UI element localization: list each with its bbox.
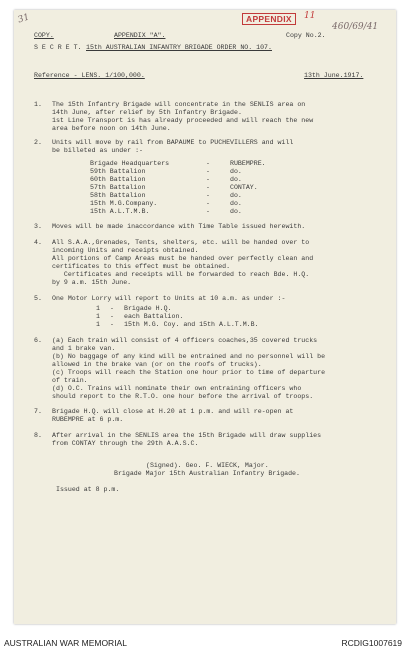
para-7-number: 7. [34,408,42,415]
para-6-line: allowed in the brake van (or on the roofs of trucks). [52,361,262,368]
order-date: 13th June.1917. [304,72,364,79]
para-4-line: Certificates and receipts will be forwarded to reach Bde. H.Q. [52,271,310,278]
billet-dash: - [206,176,210,183]
para-4-line: All portions of Camp Areas must be handed over perfectly clean and [52,255,314,262]
copy-label: COPY. [34,32,54,39]
billet-place: do. [230,176,242,183]
lorry-unit: each Battalion. [124,313,184,320]
billet-place: do. [230,200,242,207]
lorry-dash: - [110,313,114,320]
secret-label: S E C R E T. [34,44,82,51]
billet-unit: 57th Battalion [90,184,146,191]
para-1-line: The 15th Infantry Brigade will concentrate in the SENLIS area on [52,101,306,108]
para-7-line: Brigade H.Q. will close at H.20 at 1 p.m. and will re-open at [52,408,294,415]
para-6-line: (a) Each train will consist of 4 officers coaches,35 covered trucks [52,337,318,344]
archive-name: AUSTRALIAN WAR MEMORIAL [4,638,127,648]
lorry-dash: - [110,321,114,328]
billet-place: CONTAY. [230,184,258,191]
para-3-number: 3. [34,223,42,230]
stamp-handwritten-number: 11 [304,11,316,21]
lorry-unit: Brigade H.Q. [124,305,172,312]
billet-dash: - [206,200,210,207]
order-title: 15th AUSTRALIAN INFANTRY BRIGADE ORDER NO. 107. [86,44,272,51]
map-reference: Reference - LENS. 1/100,000. [34,72,145,79]
lorry-qty: 1 [96,313,100,320]
para-4-line: certificates to this effect must be obtained. [52,263,231,270]
para-4-line: incoming Units and receipts obtained. [52,247,199,254]
para-5-line: One Motor Lorry will report to Units at 10 a.m. as under :- [52,295,286,302]
para-4-line: by 9 a.m. 15th June. [52,279,132,286]
billet-unit: Brigade Headquarters [90,160,170,167]
billet-place: do. [230,208,242,215]
billet-dash: - [206,160,210,167]
para-4-number: 4. [34,239,42,246]
billet-dash: - [206,184,210,191]
para-8-line: After arrival in the SENLIS area the 15th Brigade will draw supplies [52,432,322,439]
para-8-number: 8. [34,432,42,439]
billet-unit: 58th Battalion [90,192,146,199]
para-6-line: and 1 brake van. [52,345,116,352]
lorry-qty: 1 [96,321,100,328]
para-6-line: (d) O.C. Trains will nominate their own entraining officers who [52,385,302,392]
billet-unit: 60th Battalion [90,176,146,183]
para-5-number: 5. [34,295,42,302]
lorry-dash: - [110,305,114,312]
billet-unit: 15th A.L.T.M.B. [90,208,150,215]
order-document [14,10,396,624]
issued-time: Issued at 8 p.m. [56,486,120,493]
para-6-number: 6. [34,337,42,344]
para-1-line: 14th June, after relief by 5th Infantry Brigade. [52,109,242,116]
para-6-line: (b) No baggage of any kind will be entrained and no personnel will be [52,353,326,360]
para-1-line: 1st Line Transport is has already proceeded and will reach the new [52,117,314,124]
billet-unit: 59th Battalion [90,168,146,175]
appendix-title: APPENDIX "A". [114,32,166,39]
para-8-line: from CONTAY through the 29th A.A.S.C. [52,440,199,447]
appendix-stamp: APPENDIX [242,13,296,25]
para-1-line: area before noon on 14th June. [52,125,171,132]
para-2-number: 2. [34,139,42,146]
corner-handwritten-number: 31 [16,12,31,26]
para-2-line: be billeted as under :- [52,147,144,154]
para-6-line: should report to the R.T.O. one hour before the arrival of troops. [52,393,314,400]
billet-dash: - [206,208,210,215]
para-4-line: All S.A.A.,Grenades, Tents, shelters, etc. will be handed over to [52,239,310,246]
archive-id: RCDIG1007619 [341,638,402,648]
billet-place: do. [230,168,242,175]
para-2-line: Units will move by rail from BAPAUME to PUCHEVILLERS and will [52,139,294,146]
archive-footer [0,634,406,653]
para-3-line: Moves will be made inaccordance with Time Table issued herewith. [52,223,306,230]
billet-unit: 15th M.G.Company. [90,200,158,207]
signature-title: Brigade Major 15th Australian Infantry Brigade. [114,470,300,477]
billet-dash: - [206,168,210,175]
lorry-qty: 1 [96,305,100,312]
lorry-unit: 15th M.G. Coy. and 15th A.L.T.M.B. [124,321,259,328]
para-6-line: (c) Troops will reach the Station one hour prior to time of departure [52,369,326,376]
para-6-line: of train. [52,377,88,384]
signature-name: (Signed). Geo. F. WIECK, Major. [146,462,269,469]
billet-place: RUBEMPRE. [230,160,266,167]
para-7-line: RUBEMPRE at 6 p.m. [52,416,124,423]
billet-place: do. [230,192,242,199]
para-1-number: 1. [34,101,42,108]
billet-dash: - [206,192,210,199]
reference-handwritten-note: 460/69/41 [332,22,379,32]
copy-number: Copy No.2. [286,32,326,39]
